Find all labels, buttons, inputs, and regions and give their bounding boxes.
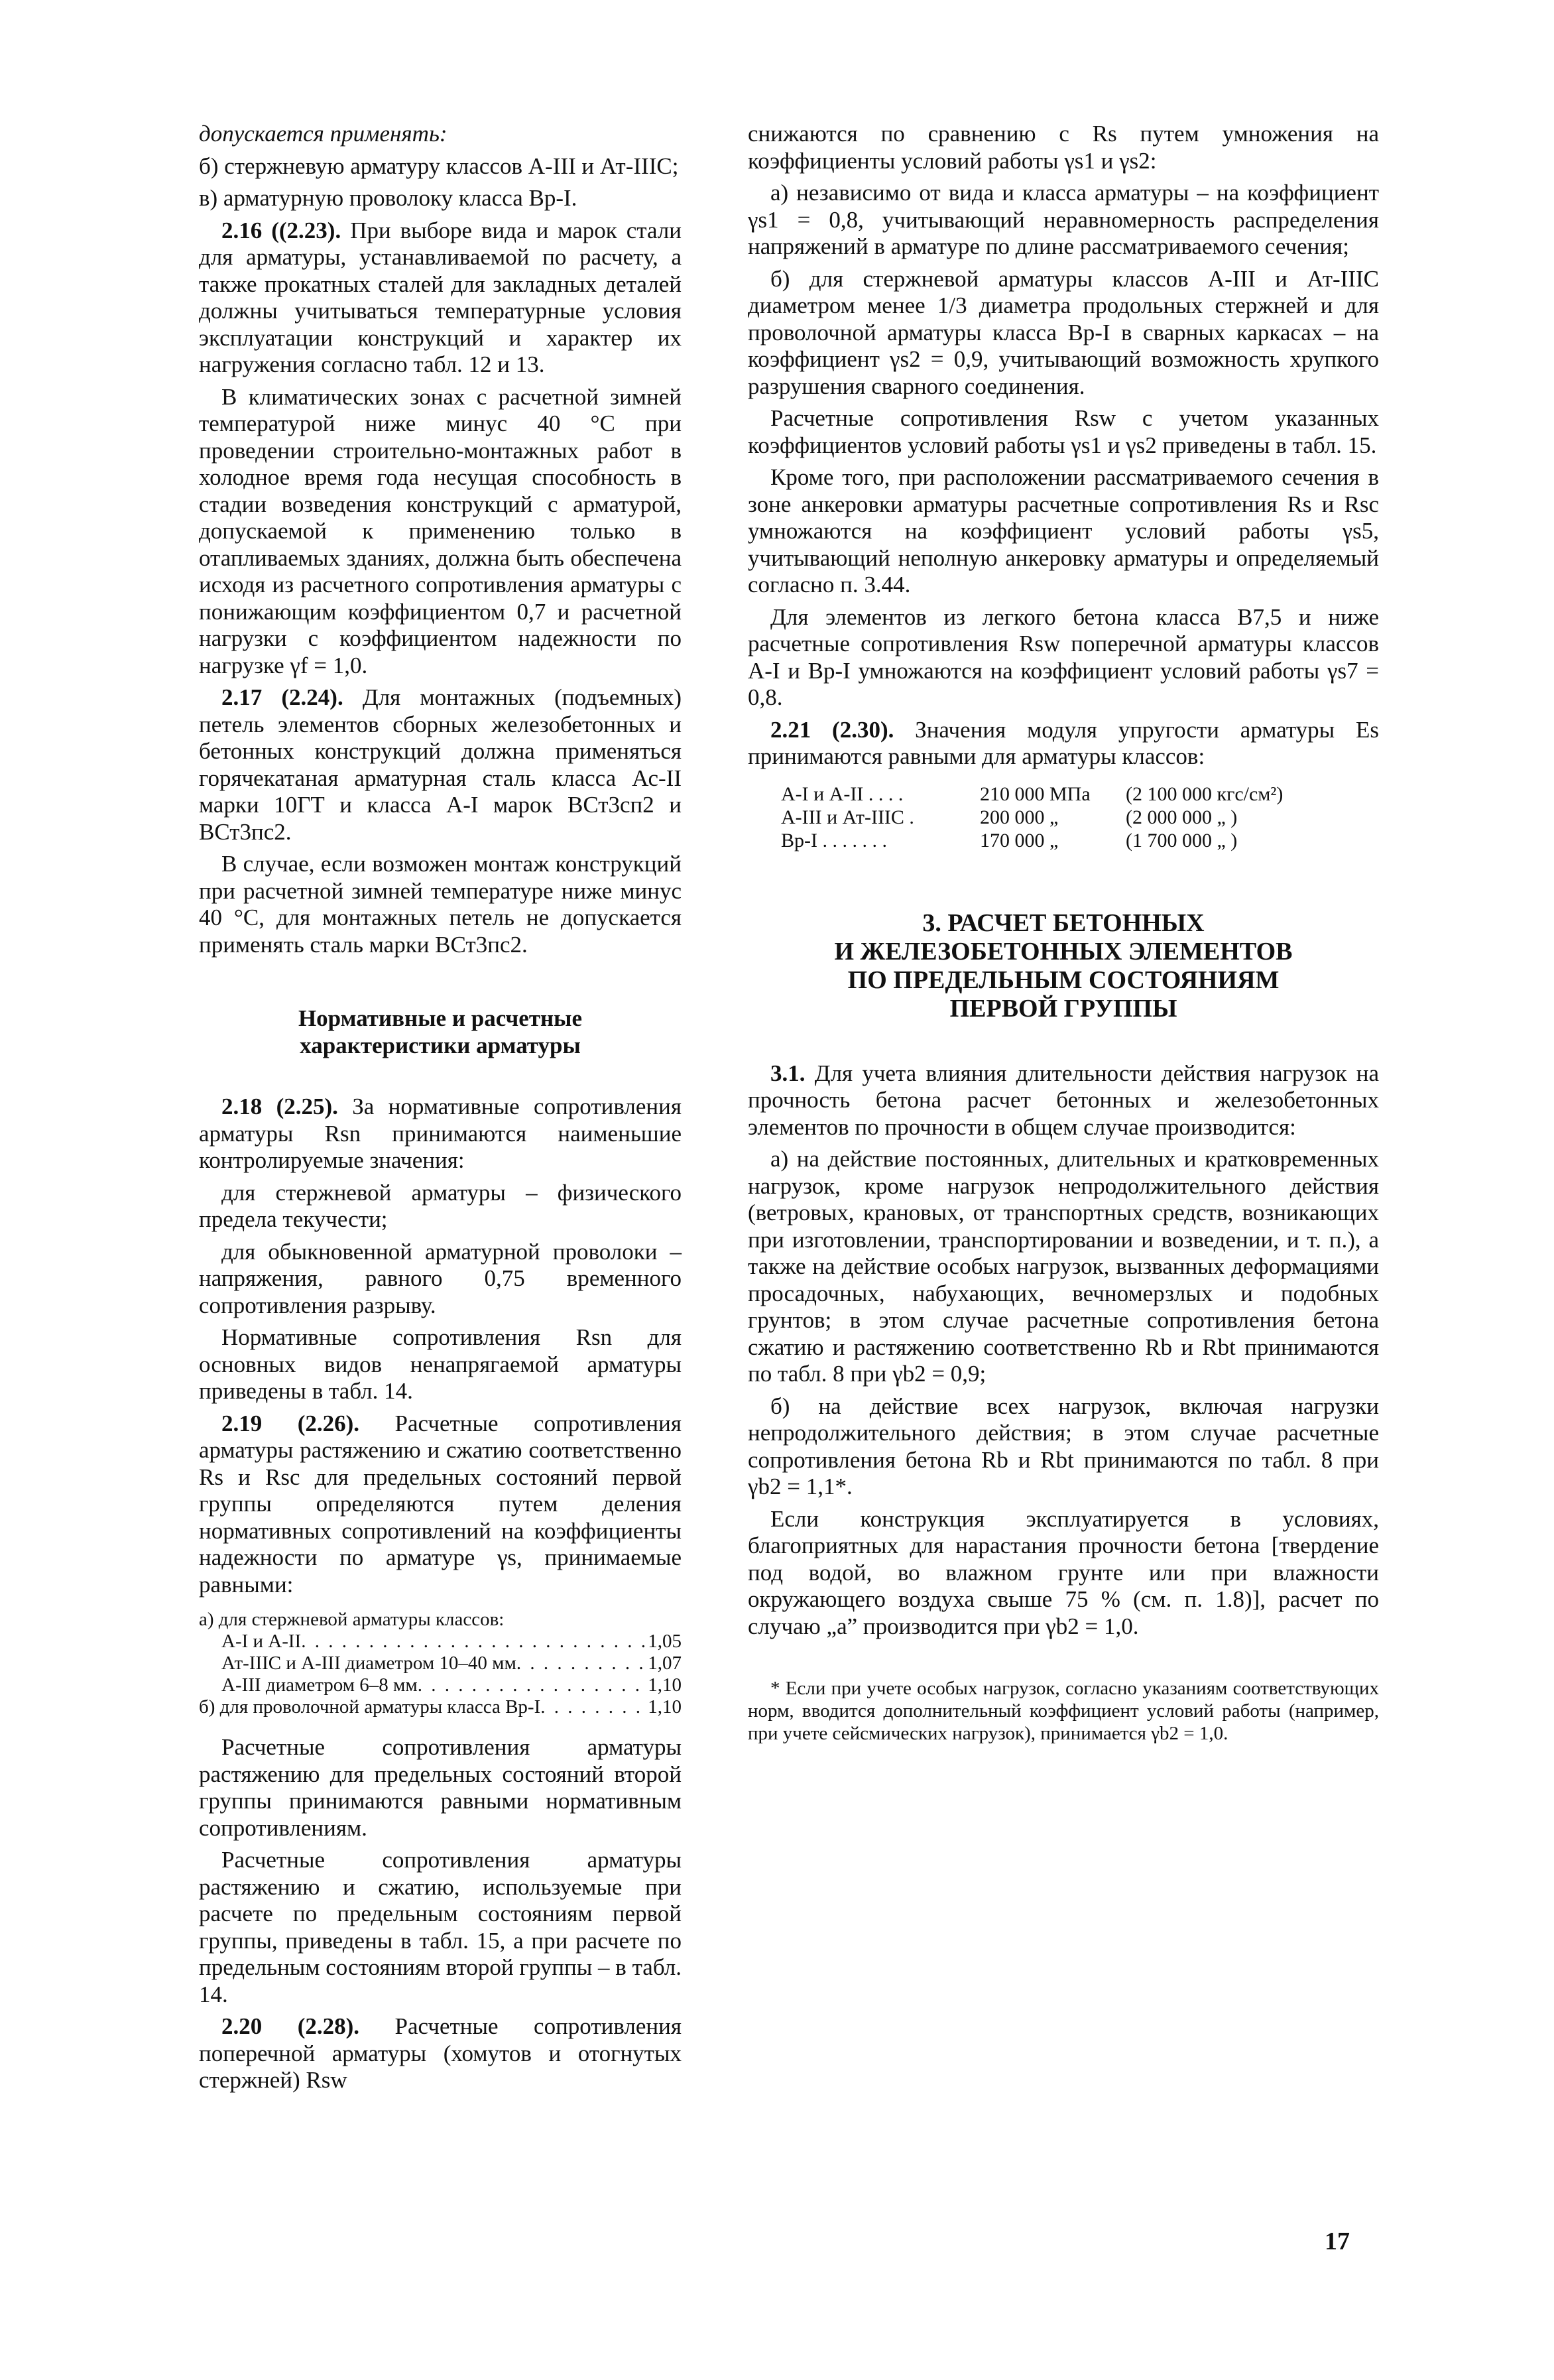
- heading-line: ПО ПРЕДЕЛЬНЫМ СОСТОЯНИЯМ: [847, 966, 1280, 994]
- modulus-row: Вр-I . . . . . . . 170 000 „ (1 700 000 „ ): [781, 829, 1238, 851]
- footnote: * Если при учете особых нагрузок, согласно указаниям соответствующих норм, вводится дополнительный коэффициент условий работы (например, при учете сейсмических нагрузок), принимается γb2 = 1,0.: [748, 1678, 1379, 1744]
- coefficient-row: б) для проволочной арматуры класса Вр-I . . . 1,10: [199, 1696, 682, 1718]
- heading-line: характеристики арматуры: [300, 1033, 581, 1058]
- clause-2-18: [199, 1094, 682, 1174]
- heading-line: Нормативные и расчетные: [298, 1005, 583, 1031]
- clause-2-21: [748, 717, 1379, 771]
- clause-number: 2.16 ((2.23).: [221, 217, 341, 243]
- heading-line: И ЖЕЛЕЗОБЕТОННЫХ ЭЛЕМЕНТОВ: [834, 937, 1293, 966]
- paragraph: Кроме того, при расположении рассматриваемого сечения в зоне анкеровки арматуры расчетные сопротивления Rs и Rsc умножаются на коэффициент условий работы γs5, учитывающий неполную анкеровку арматуры и определяемый согласно п. 3.44.: [748, 464, 1379, 597]
- clause-2-16: [199, 218, 682, 379]
- paragraph: Расчетные сопротивления Rsw с учетом указанных коэффициентов условий работы γs1 и γs2 приведены в табл. 15.: [748, 405, 1379, 458]
- clause-number: 2.21 (2.30).: [770, 716, 894, 743]
- coefficient-row: Ат-IIIС и А-III диаметром 10–40 мм . . . 1,07: [199, 1653, 682, 1674]
- section-heading: [199, 1005, 682, 1059]
- paragraph: а) на действие постоянных, длительных и кратковременных нагрузок, кроме нагрузок непродолжительного действия (ветровых, крановых, от транспортных средств, возникающих при изготовлении, транспортировании и возведении, и т. п.), а также на действие особых нагрузок, вызванных деформациями просадочных, набухающих, вечномерзлых и подобных грунтов; в этом случае расчетные сопротивления бетона сжатию и растяжению соответственно Rb и Rbt принимаются по табл. 8 при γb2 = 0,9;: [748, 1146, 1379, 1387]
- paragraph: б) для стержневой арматуры классов А-III и Ат-IIIС диаметром менее 1/3 диаметра продольных стержней и для проволочной арматуры класса Вр-I в сварных каркасах – на коэффициент γs2 = 0,9, учитывающий возможность хрупкого разрушения сварного соединения.: [748, 265, 1379, 399]
- clause-text: Для монтажных (подъемных) петель элементов сборных железобетонных и бетонных конструкций должна применяться горячекатаная арматурная сталь класса Ас-II марки 10ГТ и класса А-I марок ВСт3сп2 и ВСт3пс2.: [199, 684, 682, 845]
- modulus-row: А-I и А-II . . . . 210 000 МПа (2 100 000 кгс/см²): [781, 783, 1284, 805]
- paragraph: б) на действие всех нагрузок, включая нагрузки непродолжительного действия; в этом случае расчетные сопротивления бетона Rb и Rbt принимаются по табл. 8 при γb2 = 1,1*.: [748, 1393, 1379, 1499]
- paragraph: снижаются по сравнению с Rs путем умножения на коэффициенты условий работы γs1 и γs2:: [748, 121, 1379, 174]
- clause-text: Для учета влияния длительности действия нагрузок на прочность бетона расчет бетонных и железобетонных элементов по прочности в общем случае производится:: [748, 1060, 1379, 1140]
- page-number: 17: [1325, 2227, 1350, 2255]
- clause-text: При выборе вида и марок стали для арматуры, устанавливаемой по расчету, а также прокатных сталей для закладных деталей должны учитываться температурные условия эксплуатации конструкций и характер их нагружения согласно табл. 12 и 13.: [199, 217, 682, 377]
- coefficient-row: А-I и А-II . . . 1,05: [199, 1631, 682, 1653]
- coefficient-row: А-III диаметром 6–8 мм . . . 1,10: [199, 1674, 682, 1696]
- clause-2-20: [199, 2013, 682, 2094]
- paragraph: Нормативные сопротивления Rsn для основных видов ненапрягаемой арматуры приведены в табл. 14.: [199, 1324, 682, 1404]
- clause-text: Значения модуля упругости арматуры Es принимаются равными для арматуры классов:: [748, 716, 1379, 769]
- modulus-row: А-III и Ат-IIIС . 200 000 „ (2 000 000 „ ): [781, 806, 1238, 828]
- paragraph: для стержневой арматуры – физического предела текучести;: [199, 1179, 682, 1232]
- paragraph: б) стержневую арматуру классов А-III и Ат-IIIС;: [199, 153, 679, 179]
- clause-text: За нормативные сопротивления арматуры Rsn принимаются наименьшие контролируемые значения:: [199, 1094, 682, 1173]
- paragraph: В климатических зонах с расчетной зимней температурой ниже минус 40 °С при проведении строительно-монтажных работ в холодное время года несущая способность в стадии возведения конструкций с арматурой, допускаемой к применению только в отапливаемых зданиях, должна быть обеспечена исходя из расчетного сопротивления арматуры с понижающим коэффициентом 0,7 и расчетной нагрузки с коэффициентом надежности по нагрузке γf = 1,0.: [199, 383, 682, 678]
- clause-2-17: [199, 684, 682, 846]
- coefficient-list: [199, 1609, 682, 1718]
- paragraph: в) арматурную проволоку класса Вр-I.: [199, 185, 577, 211]
- clause-3-1: [748, 1060, 1379, 1141]
- heading-line: ПЕРВОЙ ГРУППЫ: [949, 994, 1177, 1023]
- chapter-heading: [748, 909, 1379, 1023]
- coefficient-title: а) для стержневой арматуры классов:: [199, 1609, 505, 1630]
- paragraph: для обыкновенной арматурной проволоки – напряжения, равного 0,75 временного сопротивления разрыву.: [199, 1238, 682, 1318]
- paragraph: Для элементов из легкого бетона класса В7,5 и ниже расчетные сопротивления Rsw поперечной арматуры классов А-I и Вр-I умножаются на коэффициент условий работы γs7 = 0,8.: [748, 603, 1379, 710]
- clause-number: 2.19 (2.26).: [221, 1410, 360, 1436]
- clause-text: Расчетные сопротивления поперечной арматуры (хомутов и отогнутых стержней) Rsw: [199, 2013, 682, 2093]
- clause-number: 2.17 (2.24).: [221, 684, 343, 710]
- right-column: [748, 121, 1379, 1745]
- clause-number: 2.18 (2.25).: [221, 1094, 338, 1119]
- modulus-table: [781, 783, 1325, 852]
- paragraph: Расчетные сопротивления арматуры растяжению и сжатию, используемые при расчете по предельным состояниям первой группы, приведены в табл. 15, а при расчете по предельным состояниям второй группы – в табл. 14.: [199, 1847, 682, 2007]
- paragraph: допускается применять:: [199, 121, 448, 147]
- heading-line: 3. РАСЧЕТ БЕТОННЫХ: [922, 908, 1205, 937]
- left-column: [199, 121, 682, 2099]
- clause-number: 3.1.: [770, 1060, 806, 1086]
- paragraph: В случае, если возможен монтаж конструкций при расчетной зимней температуре ниже минус 40 °С, для монтажных петель не допускается применять сталь марки ВСт3пс2.: [199, 851, 682, 958]
- paragraph: а) независимо от вида и класса арматуры – на коэффициент γs1 = 0,8, учитывающий неравномерность распределения напряжений в арматуре по длине рассматриваемого сечения;: [748, 180, 1379, 259]
- paragraph: Если конструкция эксплуатируется в условиях, благоприятных для нарастания прочности бетона [твердение под водой, во влажном грунте или при влажности окружающего воздуха свыше 75 % (см. п. 1.8)], расчет по случаю „а” производится при γb2 = 1,0.: [748, 1505, 1379, 1639]
- clause-number: 2.20 (2.28).: [221, 2013, 360, 2039]
- clause-2-19: [199, 1410, 682, 1599]
- paragraph: Расчетные сопротивления арматуры растяжению для предельных состояний второй группы принимаются равными нормативным сопротивлениям.: [199, 1734, 682, 1841]
- clause-text: Расчетные сопротивления арматуры растяжению и сжатию соответственно Rs и Rsc для предельных состояний первой группы определяются путем деления нормативных сопротивлений на коэффициенты надежности по арматуре γs, принимаемые равными:: [199, 1410, 682, 1597]
